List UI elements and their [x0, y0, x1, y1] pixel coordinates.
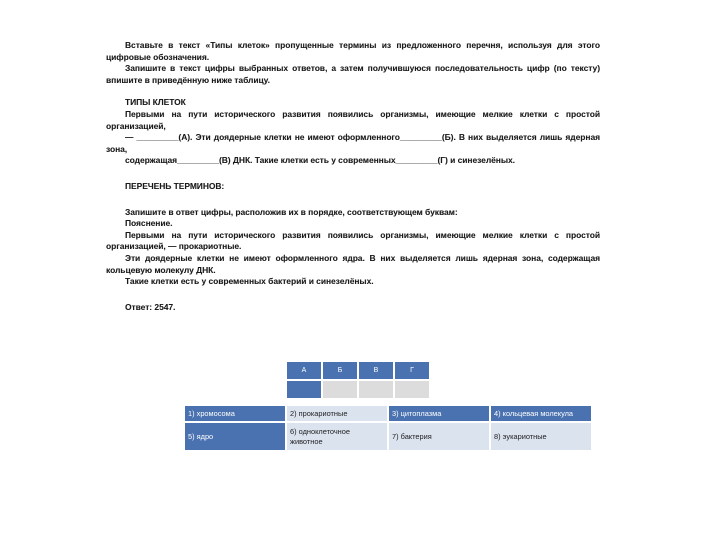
explanation-paragraph-1: Первыми на пути исторического развития появились организмы, имеющие мелкие клетки с простой организацией, — прокариотные.: [106, 229, 600, 252]
text-paragraph-3: содержащая_________(В) ДНК. Такие клетки есть у современных_________(Г) и синезелёных.: [125, 155, 516, 166]
text-heading: ТИПЫ КЛЕТОК: [125, 97, 186, 108]
text-paragraph-2: — _________(А). Эти доядерные клетки не имеют оформленного_________(Б). В них выделяется лишь ядерная зона,: [106, 132, 600, 154]
instruction-2: Запишите в текст цифры выбранных ответов, а затем получившуюся последовательность цифр (по тексту) впишите в приведённую ниже таблицу.: [106, 63, 600, 85]
answer-cell-g[interactable]: [395, 381, 429, 398]
answer-cell-a[interactable]: [287, 381, 321, 398]
answer-letter-b: Б: [323, 362, 357, 379]
term-item: 7) бактерия: [389, 423, 489, 450]
terms-heading: ПЕРЕЧЕНЬ ТЕРМИНОВ:: [125, 180, 225, 191]
answer-line: Ответ: 2547.: [125, 301, 176, 312]
task-document: [106, 40, 600, 313]
answer-letter-a: А: [287, 362, 321, 379]
text-paragraph-1: Первыми на пути исторического развития появились организмы, имеющие мелкие клетки с простой организацией,: [106, 108, 600, 131]
term-item: 4) кольцевая молекула: [491, 406, 591, 421]
term-item: 3) цитоплазма: [389, 406, 489, 421]
term-item: 8) эукариотные: [491, 423, 591, 450]
answer-table: [285, 360, 431, 400]
term-item: 6) одноклеточное животное: [287, 423, 387, 450]
term-item: 1) хромосома: [185, 406, 285, 421]
answer-letter-g: Г: [395, 362, 429, 379]
answer-instruction: Запишите в ответ цифры, расположив их в порядке, соответствующем буквам:: [125, 206, 458, 217]
answer-cell-b[interactable]: [323, 381, 357, 398]
term-item: 2) прокариотные: [287, 406, 387, 421]
answer-cell-v[interactable]: [359, 381, 393, 398]
explanation-paragraph-3: Такие клетки есть у современных бактерий и синезелёных.: [125, 276, 374, 287]
terms-table: [183, 404, 593, 452]
answer-letter-v: В: [359, 362, 393, 379]
term-item: 5) ядро: [185, 423, 285, 450]
instruction-1: Вставьте в текст «Типы клеток» пропущенные термины из предложенного перечня, используя для этого цифровые обозначения.: [106, 40, 600, 62]
explanation-label: Пояснение.: [125, 218, 173, 229]
explanation-paragraph-2: Эти доядерные клетки не имеют оформленного ядра. В них выделяется лишь ядерная зона, содержащая кольцевую молекулу ДНК.: [106, 252, 600, 275]
